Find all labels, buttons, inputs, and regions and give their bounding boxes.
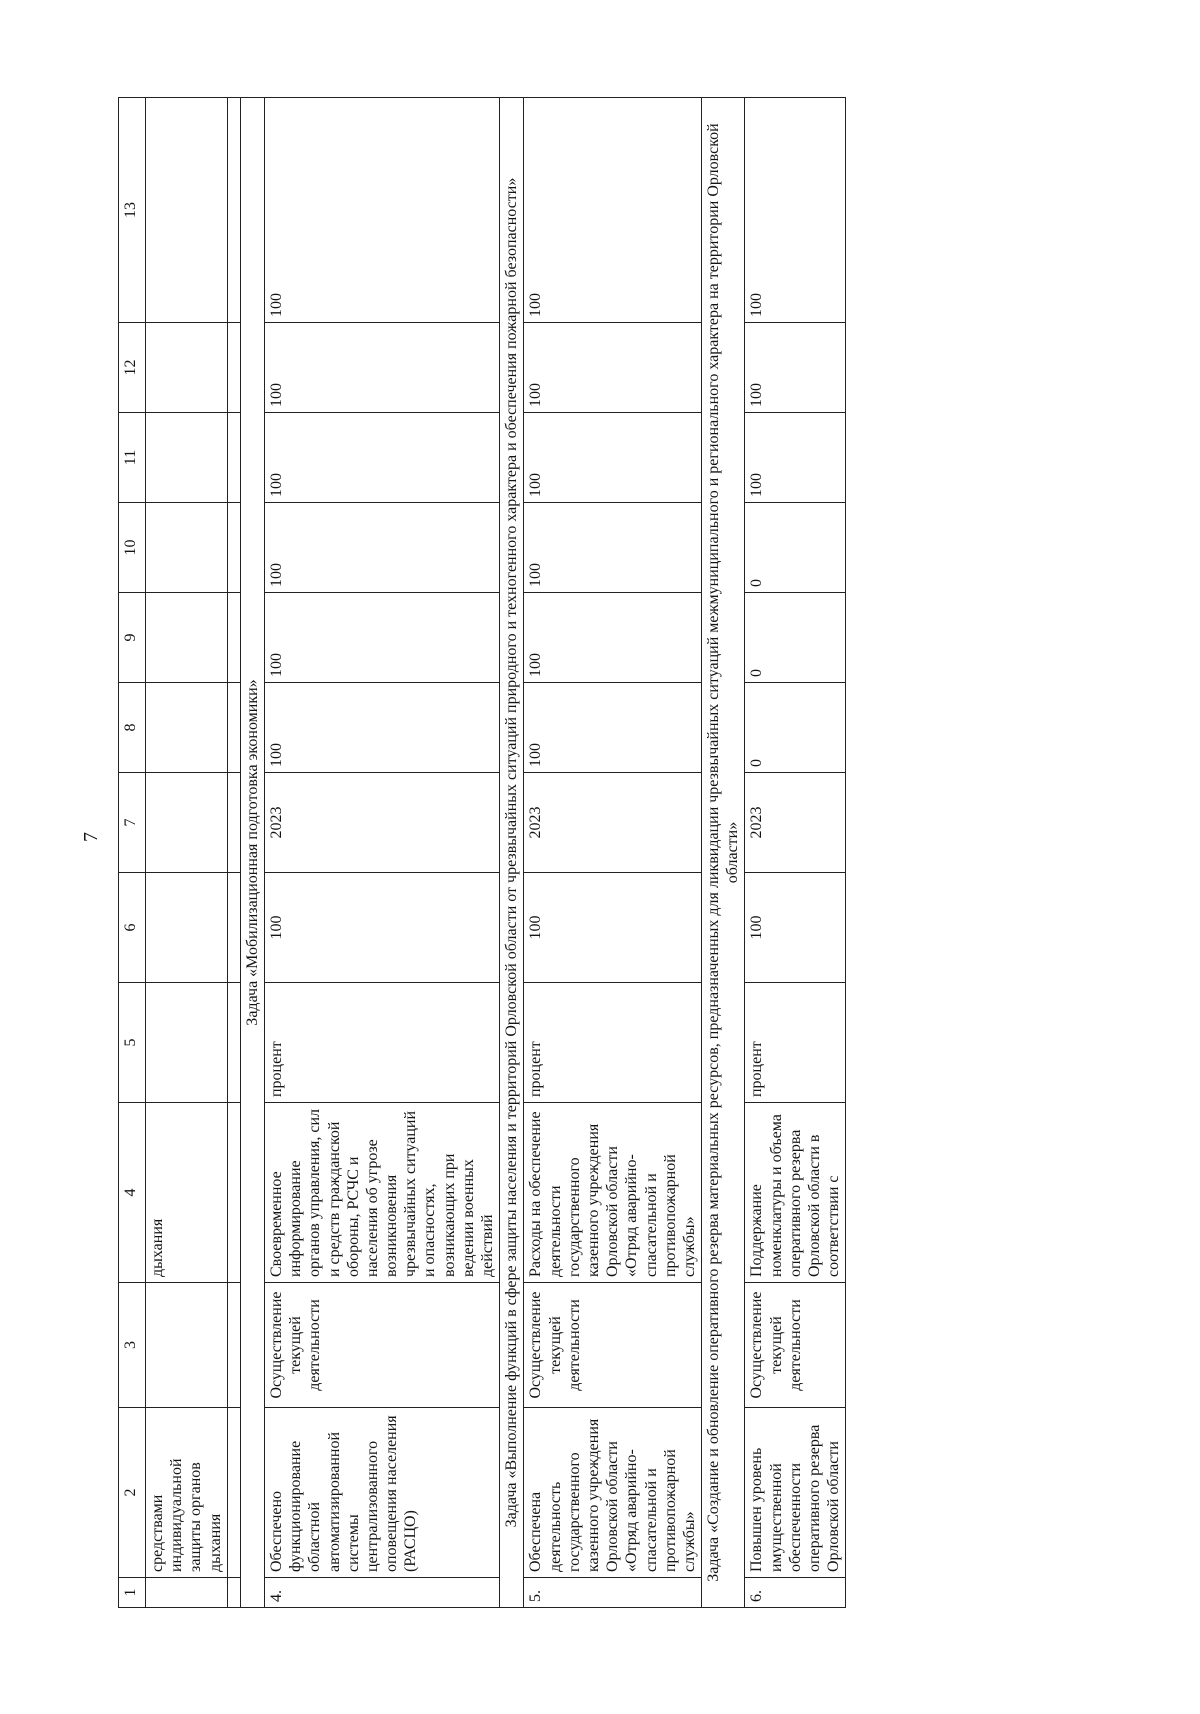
cell-result: средствами индивидуальной защиты органов дыхания: [146, 1408, 228, 1578]
cell-base: 100: [524, 873, 702, 983]
cell-result: Обеспечена деятельность государственного казенного учреждения Орловской области «Отряд аварийно-спасательной и противопожарной службы»: [524, 1408, 702, 1578]
task-row: [500, 98, 524, 1608]
continuation-row: [146, 98, 228, 1608]
task-title: Задача «Выполнение функций в сфере защиты населения и территорий Орловской области от чрезвычайных ситуаций природного и техногенного характера и обеспечения пожарной безопасности»: [500, 98, 524, 1608]
cell-type: Осуществление текущей деятельности: [264, 1283, 499, 1408]
indicators-table: [118, 97, 846, 1608]
cell-value: 100: [264, 503, 499, 593]
cell-type: [146, 1283, 228, 1408]
cell-value: 100: [264, 413, 499, 503]
header-cell: 8: [119, 683, 146, 773]
cell-unit: процент: [524, 983, 702, 1103]
cell-type: Осуществление текущей деятельности: [745, 1283, 846, 1408]
header-cell: 9: [119, 593, 146, 683]
cell-value: 100: [745, 323, 846, 413]
spacer-row: [227, 98, 240, 1608]
cell-value: 100: [264, 593, 499, 683]
cell-value: 100: [745, 413, 846, 503]
cell-indicator: Поддержание номенклатуры и объема оперативного резерва Орловской области в соответствии с: [745, 1103, 846, 1283]
cell-base: 100: [745, 873, 846, 983]
header-cell: 7: [119, 773, 146, 873]
cell-result: Обеспечено функционирование областной автоматизированной системы централизованного оповещения населения (РАСЦО): [264, 1408, 499, 1578]
cell-value: 100: [264, 323, 499, 413]
header-cell: 11: [119, 413, 146, 503]
task-title: Задача «Создание и обновление оперативного резерва материальных ресурсов, предназначенных для ликвидации чрезвычайных ситуаций межмуниципального и регионального характера на территории Орловской области»: [702, 98, 745, 1608]
cell-num: 5.: [524, 1578, 702, 1608]
cell-value: 100: [264, 683, 499, 773]
header-cell: 3: [119, 1283, 146, 1408]
cell-value: 100: [524, 593, 702, 683]
cell-indicator: Своевременное информирование органов управления, сил и средств гражданской обороны, РСЧС и населения об угрозе возникновения чрезвычайных ситуаций и опасностях, возникающих при ведении военных действий: [264, 1103, 499, 1283]
header-cell: 2: [119, 1408, 146, 1578]
cell-value: 100: [524, 98, 702, 323]
header-number-row: [119, 98, 146, 1608]
cell-value: 0: [745, 683, 846, 773]
cell-unit: процент: [745, 983, 846, 1103]
cell-value: 100: [524, 323, 702, 413]
cell-value: 100: [524, 503, 702, 593]
cell-value: 100: [524, 683, 702, 773]
task-row: [240, 98, 264, 1608]
cell-value: 100: [745, 98, 846, 323]
cell-year: 2023: [745, 773, 846, 873]
cell-value: 100: [524, 413, 702, 503]
header-cell: 1: [119, 1578, 146, 1608]
cell-num: [146, 1578, 228, 1608]
page-number: 7: [80, 832, 102, 842]
table-row: [264, 98, 499, 1608]
table-row: [524, 98, 702, 1608]
cell-value: 0: [745, 593, 846, 683]
task-row: [702, 98, 745, 1608]
header-cell: 13: [119, 98, 146, 323]
cell-result: Повышен уровень имущественной обеспеченности оперативного резерва Орловской области: [745, 1408, 846, 1578]
header-cell: 12: [119, 323, 146, 413]
cell-unit: процент: [264, 983, 499, 1103]
cell-indicator: Расходы на обеспечение деятельности государственного казенного учреждения Орловской области «Отряд аварийно-спасательной и противопожарной службы»: [524, 1103, 702, 1283]
cell-num: 4.: [264, 1578, 499, 1608]
rotated-page: [118, 98, 1110, 1608]
header-cell: 5: [119, 983, 146, 1103]
header-cell: 6: [119, 873, 146, 983]
header-cell: 10: [119, 503, 146, 593]
table-row: [745, 98, 846, 1608]
cell-value: 0: [745, 503, 846, 593]
header-cell: 4: [119, 1103, 146, 1283]
cell-base: 100: [264, 873, 499, 983]
cell-year: 2023: [264, 773, 499, 873]
cell-indicator: дыхания: [146, 1103, 228, 1283]
cell-num: 6.: [745, 1578, 846, 1608]
cell-type: Осуществление текущей деятельности: [524, 1283, 702, 1408]
cell-value: 100: [264, 98, 499, 323]
cell-year: 2023: [524, 773, 702, 873]
task-title: Задача «Мобилизационная подготовка экономики»: [240, 98, 264, 1608]
